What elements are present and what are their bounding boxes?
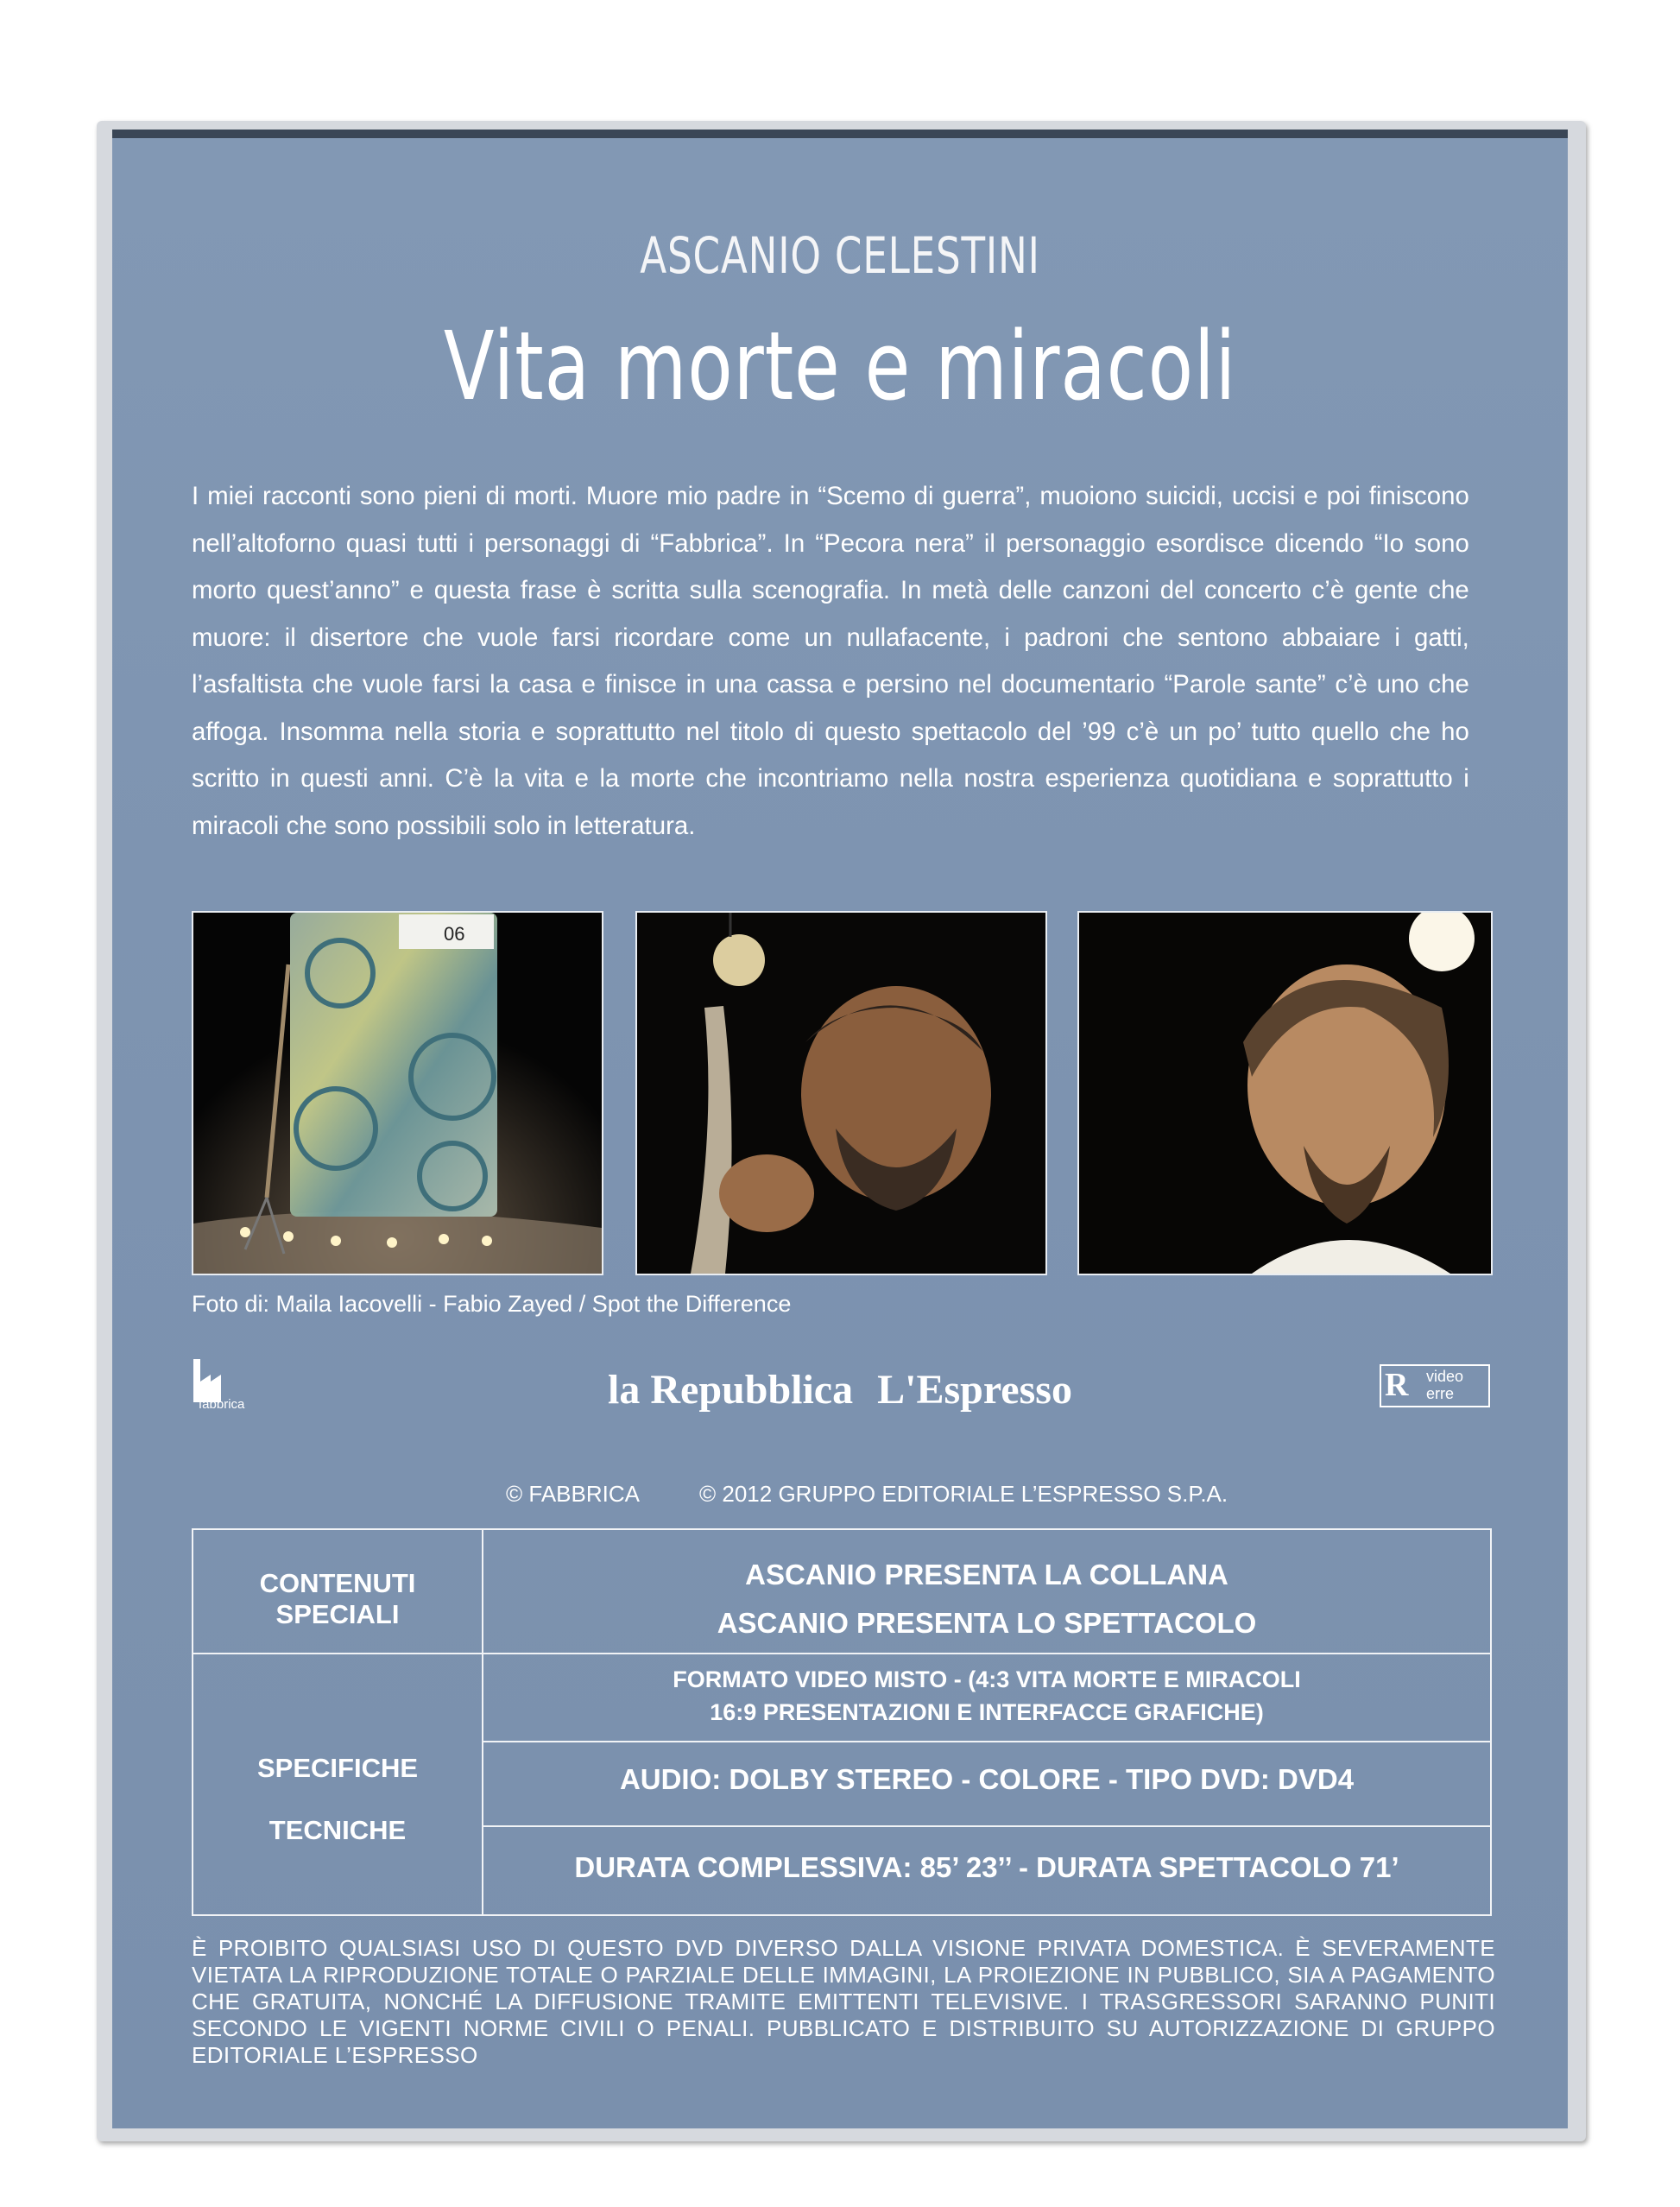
contenuti-speciali-label: CONTENUTI SPECIALI [259,1568,416,1629]
specs-table [192,1528,1492,1916]
fabbrica-logo-text: fabbrica [199,1397,245,1412]
stage-scene-image [193,913,602,1274]
la-repubblica-logo: la Repubblica [608,1367,854,1413]
hologram-sticker [290,913,497,1217]
contenuti-speciali-list [483,1551,1490,1647]
formato-video: FORMATO VIDEO MISTO - (4:3 VITA MORTE E MIRACOLI 16:9 PRESENTAZIONI E INTERFACCE GRAFICHE) [673,1666,1301,1725]
sticker-number: 06 [444,923,465,945]
videoerre-bottom: erre [1426,1385,1455,1402]
espresso-logo: L'Espresso [877,1367,1072,1413]
dvd-title: Vita morte e miracoli [443,311,1237,421]
audio-info: AUDIO: DOLBY STEREO - COLORE - TIPO DVD: DVD4 [619,1763,1355,1795]
legal-notice: È PROIBITO QUALSIASI USO DI QUESTO DVD DIVERSO DALLA VISIONE PRIVATA DOMESTICA. È SEVERAMENTE VIETATA LA RIPRODUZIONE TOTALE O PARZIALE DELLE IMMAGINI, LA PROIEZIONE IN PUBBLICO, SIA A PAGAMENTO CHE GRATUITA, NONCHÉ LA DIFFUSIONE TRAMITE EMITTENTI TELEVISIVE. I TRASGRESSORI SARANNO PUNITI SECONDO LE VIGENTI NORME CIVILI O PENALI. PUBBLICATO E DISTRIBUITO SU AUTORIZZAZIONE DI GRUPPO EDITORIALE L’ESPRESSO [192,1935,1495,2068]
r-letter-icon: R [1385,1367,1409,1403]
videoerre-top: video [1426,1368,1464,1385]
dvd-back-cover [112,130,1568,2128]
stage-photo-1 [192,911,603,1275]
actor-portrait-image [1079,913,1491,1274]
description-text: I miei racconti sono pieni di morti. Muore mio padre in “Scemo di guerra”, muoiono suicidi, uccisi e poi finiscono nell’altoforno quasi tutti i personaggi di “Fabbrica”. In “Pecora nera” il personaggio esordisce dicendo “Io sono morto quest’anno” e questa frase è scritta sulla scenografia. In metà delle canzoni del concerto c’è gente che muore: il disertore che vuole farsi ricordare come un nullafacente, i padroni che sentono abbaiare i gatti, l’asfaltista che vuole farsi la casa e finisce in una cassa e persino nel documentario “Parole sante” c’è uno che affoga. Insomma nella storia e soprattutto nel titolo di questo spettacolo del ’99 c’è un po’ tutto quello che ho scritto in questi anni. C’è la vita e la morte che incontriamo nella nostra esperienza quotidiana e soprattutto i miracoli che sono possibili solo in letteratura. [192,482,1469,840]
contenuti-item: ASCANIO PRESENTA LA COLLANA [745,1559,1228,1590]
stage-photo-2 [635,911,1047,1275]
case-top-edge [112,130,1568,138]
copyright-espresso: © 2012 GRUPPO EDITORIALE L’ESPRESSO S.P.A. [699,1481,1228,1507]
author-name: ASCANIO CELESTINI [640,226,1040,285]
photo-credit: Foto di: Maila Iacovelli - Fabio Zayed / Spot the Difference [192,1291,792,1317]
contenuti-item: ASCANIO PRESENTA LO SPETTACOLO [717,1607,1257,1639]
specifiche-tecniche-label: SPECIFICHE TECNICHE [256,1753,419,1845]
videoerre-logo [1380,1364,1490,1407]
copyright-fabbrica: © FABBRICA [506,1481,640,1507]
durata-info: DURATA COMPLESSIVA: 85’ 23’’ - DURATA SPETTACOLO 71’ [574,1851,1399,1883]
actor-with-lamp-image [637,913,1045,1274]
stage-photo-3 [1077,911,1493,1275]
publisher-logos [112,1366,1568,1413]
